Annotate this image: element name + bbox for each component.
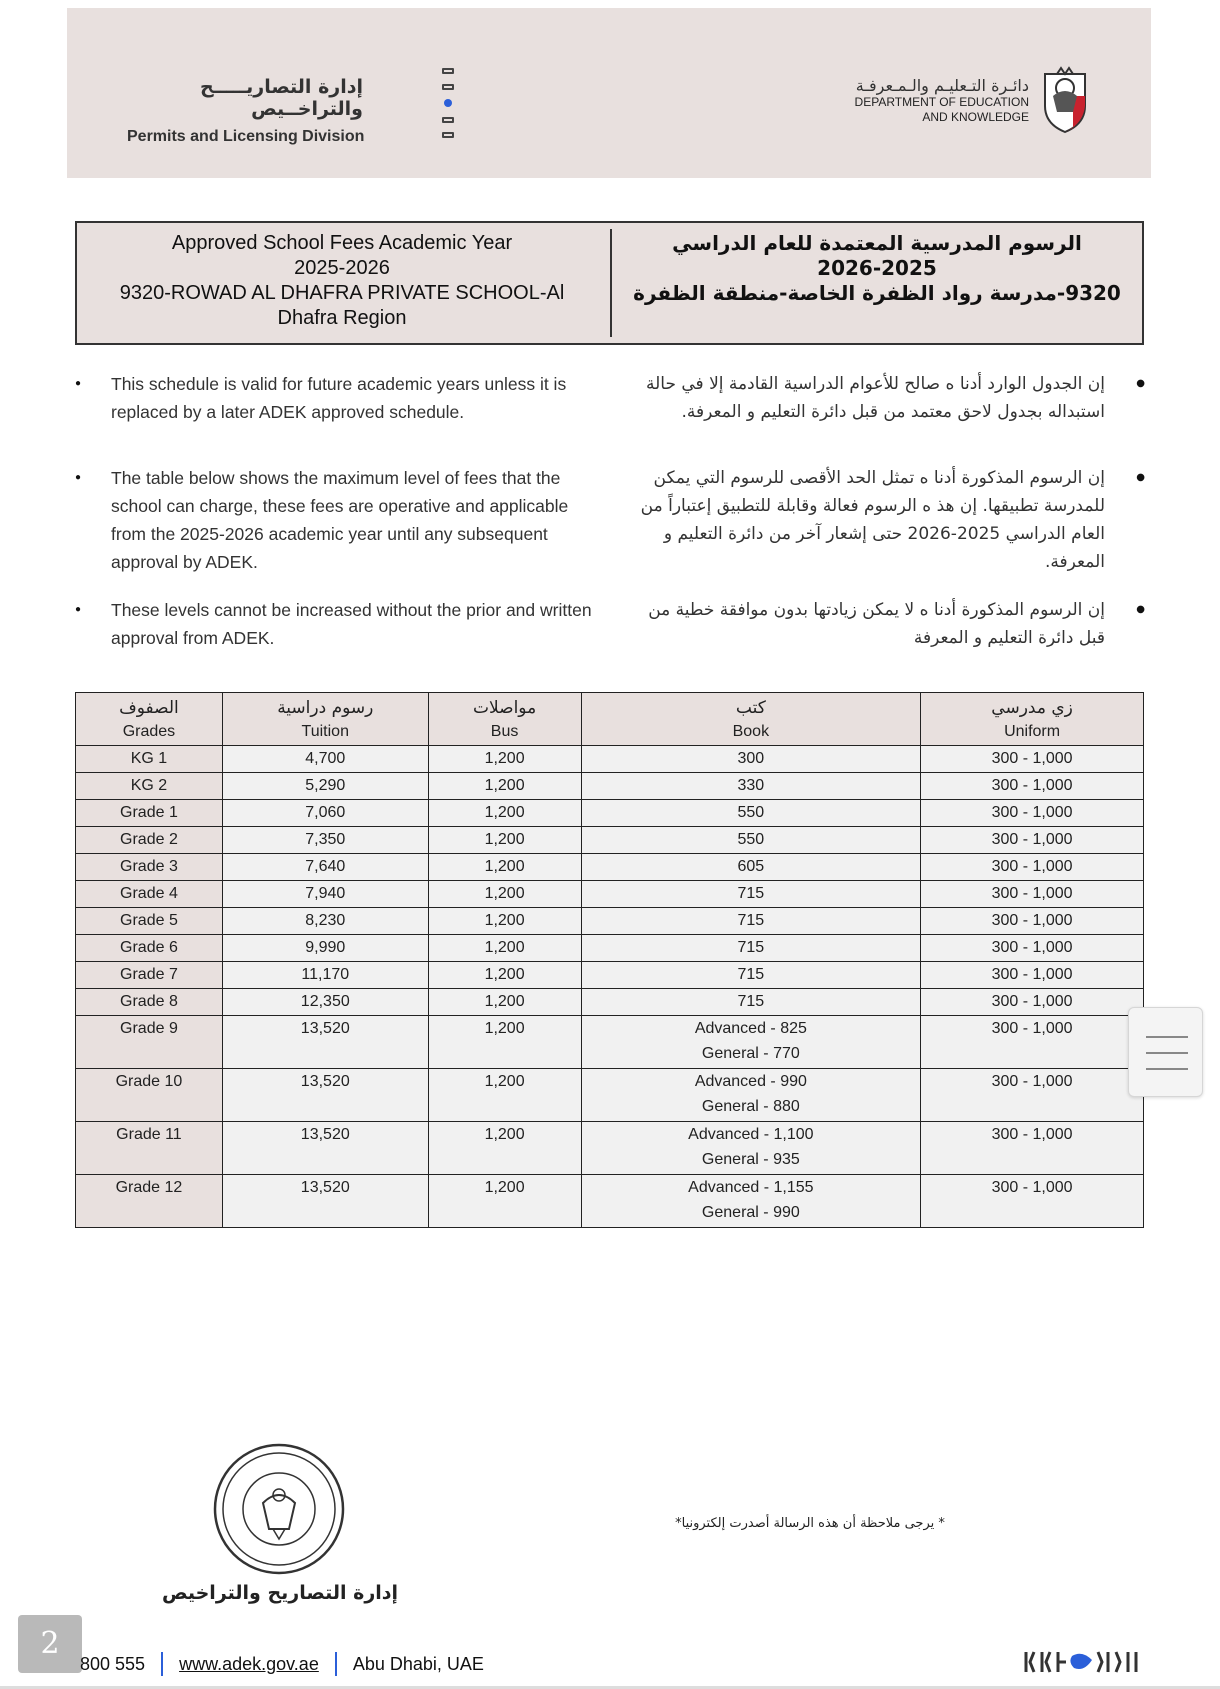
cell-book [581,1175,921,1228]
cell-bus: 1,200 [428,989,581,1016]
table-row [76,908,1144,935]
book-line: 715 [737,939,765,956]
cell-grade: Grade 3 [76,854,223,881]
header-ar: رسوم دراسية [277,698,374,718]
header-ar: الصفوف [119,698,179,718]
header-bus [428,693,581,746]
cell-book [581,827,921,854]
table-row [76,962,1144,989]
cell-uniform: 300 - 1,000 [921,827,1144,854]
cell-tuition: 8,230 [222,908,428,935]
table-row [76,1122,1144,1175]
cell-book [581,1069,921,1122]
title-ar [622,231,1132,306]
header-uniform [921,693,1144,746]
header-ar: زي مدرسي [991,698,1073,718]
cell-tuition: 9,990 [222,935,428,962]
falcon-crest-icon [1039,66,1091,134]
book-line: 330 [737,777,765,794]
book-line: 715 [737,993,765,1010]
table-row [76,1175,1144,1228]
cell-book [581,800,921,827]
bullet-list-ar [630,370,1145,656]
cell-bus: 1,200 [428,1069,581,1122]
cell-grade: Grade 1 [76,800,223,827]
cell-grade: Grade 5 [76,908,223,935]
header-en: Book [732,723,770,740]
header-ar: كتب [735,698,766,718]
cell-grade: KG 2 [76,773,223,800]
cell-bus: 1,200 [428,800,581,827]
cell-bus: 1,200 [428,881,581,908]
table-row [76,935,1144,962]
department-name-en-1: DEPARTMENT OF EDUCATION [854,94,1029,109]
book-line: 715 [737,912,765,929]
cell-uniform: 300 - 1,000 [921,1069,1144,1122]
cell-tuition: 7,640 [222,854,428,881]
cell-uniform: 300 - 1,000 [921,746,1144,773]
footer-separator [161,1652,163,1676]
cell-book [581,881,921,908]
cell-grade: Grade 2 [76,827,223,854]
table-row [76,1016,1144,1069]
cell-uniform: 300 - 1,000 [921,1122,1144,1175]
cell-tuition: 13,520 [222,1069,428,1122]
header-book [581,693,921,746]
bullet-item-ar: ● إن الجدول الوارد أدنا ه صالح للأعوام الدراسية القادمة إلا في حالة استبداله بجدول لاحق معتمد من قبل دائرة التعليم و المعرفة. [630,370,1145,464]
book-line: 550 [737,831,765,848]
table-header-row [76,693,1144,746]
cell-uniform: 300 - 1,000 [921,1016,1144,1069]
cell-uniform: 300 - 1,000 [921,989,1144,1016]
book-line: General - 990 [701,1204,800,1221]
header-en: Grades [122,723,176,740]
cell-bus: 1,200 [428,1175,581,1228]
cell-book [581,773,921,800]
cell-book [581,989,921,1016]
header-tuition [222,693,428,746]
cell-tuition: 4,700 [222,746,428,773]
header-en: Bus [490,723,519,740]
bullet-item-en: ● This schedule is valid for future academic years unless it is replaced by a later ADEK approved schedule. [75,370,595,464]
book-line: Advanced - 990 [694,1073,807,1090]
table-row [76,827,1144,854]
cell-tuition: 7,350 [222,827,428,854]
cell-tuition: 13,520 [222,1175,428,1228]
cell-uniform: 300 - 1,000 [921,935,1144,962]
title-en-line: 9320-ROWAD AL DHAFRA PRIVATE SCHOOL-Al [119,282,565,304]
cell-book [581,1122,921,1175]
vertical-mark-icon [439,68,457,138]
header-band [67,8,1151,178]
cell-grade: KG 1 [76,746,223,773]
title-en-line: 2025-2026 [294,257,390,279]
book-line: 715 [737,966,765,983]
footer-contact [80,1652,484,1676]
book-line: General - 935 [701,1151,800,1168]
department-seal-icon [213,1443,345,1575]
cell-bus: 1,200 [428,746,581,773]
cell-grade: Grade 12 [76,1175,223,1228]
cell-bus: 1,200 [428,962,581,989]
hamburger-menu-icon[interactable] [1128,1007,1203,1097]
cell-uniform: 300 - 1,000 [921,908,1144,935]
footer-separator [335,1652,337,1676]
cell-tuition: 7,060 [222,800,428,827]
header-en: Tuition [301,723,349,740]
cell-book [581,854,921,881]
cell-uniform: 300 - 1,000 [921,1175,1144,1228]
bullet-list-en [75,370,595,656]
page-number-badge: 2 [18,1615,82,1673]
book-line: 605 [737,858,765,875]
department-name-en-2: AND KNOWLEDGE [922,109,1029,124]
seal-label: إدارة التصاريح والتراخيص [161,1582,399,1604]
cell-bus: 1,200 [428,827,581,854]
footer-location: Abu Dhabi, UAE [352,1653,484,1674]
footer-website-link[interactable]: www.adek.gov.ae [179,1653,319,1674]
bullet-item-en: ● The table below shows the maximum level of fees that the school can charge, these fees are operative and applicable from the 2025-2026 academic year until any subsequent approval by ADEK. [75,464,595,596]
book-line: General - 880 [701,1098,800,1115]
cell-grade: Grade 4 [76,881,223,908]
cell-uniform: 300 - 1,000 [921,854,1144,881]
book-line: 300 [737,750,765,767]
cell-book [581,1016,921,1069]
header-ar: مواصلات [472,698,537,718]
table-row [76,773,1144,800]
electronic-issue-note: * يرجى ملاحظة أن هذه الرسالة أصدرت إلكترونيا* [675,1516,945,1531]
division-name-en: Permits and Licensing Division [127,128,365,145]
table-row [76,854,1144,881]
cell-book [581,935,921,962]
cell-grade: Grade 7 [76,962,223,989]
table-row [76,1069,1144,1122]
cell-tuition: 7,940 [222,881,428,908]
cell-grade: Grade 9 [76,1016,223,1069]
book-line: Advanced - 1,155 [688,1179,814,1196]
cell-book [581,746,921,773]
division-name-ar: إدارة التصاريـــــح والتراخــيص [199,76,363,120]
cell-tuition: 13,520 [222,1122,428,1175]
cell-uniform: 300 - 1,000 [921,800,1144,827]
cell-tuition: 12,350 [222,989,428,1016]
title-ar-line: 2026-2025 [817,256,937,280]
title-en-line: Dhafra Region [277,307,407,329]
table-row [76,800,1144,827]
cell-book [581,962,921,989]
title-en-line: Approved School Fees Academic Year [171,232,513,254]
book-line: 550 [737,804,765,821]
cell-tuition: 13,520 [222,1016,428,1069]
cell-uniform: 300 - 1,000 [921,881,1144,908]
header-en: Uniform [1004,723,1061,740]
cell-grade: Grade 11 [76,1122,223,1175]
title-en [87,231,597,331]
cell-bus: 1,200 [428,1016,581,1069]
title-ar-line: الرسوم المدرسية المعتمدة للعام الدراسي [672,231,1082,255]
title-divider [610,229,612,337]
cell-uniform: 300 - 1,000 [921,962,1144,989]
table-row [76,881,1144,908]
bullet-item-ar: ● إن الرسوم المذكورة أدنا ه لا يمكن زيادتها بدون موافقة خطية من قبل دائرة التعليم و المعرفة [630,596,1145,656]
book-line: 715 [737,885,765,902]
table-row [76,746,1144,773]
department-logo [855,66,1091,134]
book-line: Advanced - 825 [694,1020,807,1037]
cell-bus: 1,200 [428,908,581,935]
bullet-item-ar: ● إن الرسوم المذكورة أدنا ه تمثل الحد الأقصى للرسوم التي يمكن للمدرسة تطبيقها. إن هذ ه الرسوم فعالة وقابلة للتطبيق إعتباراً من العام الدراسي 2025-2026 حتى إشعار آخر من دائرة التعليم و المعرفة. [630,464,1145,596]
book-line: Advanced - 1,100 [688,1126,814,1143]
title-box [75,221,1144,345]
adek-wordmark-icon [1022,1648,1142,1676]
cell-tuition: 5,290 [222,773,428,800]
cell-grade: Grade 10 [76,1069,223,1122]
permits-division-block [127,76,364,146]
cell-bus: 1,200 [428,773,581,800]
cell-uniform: 300 - 1,000 [921,773,1144,800]
table-row [76,989,1144,1016]
book-line: General - 770 [701,1045,800,1062]
header-grades [76,693,223,746]
footer-phone: 800 555 [80,1653,146,1674]
bullet-item-en: ● These levels cannot be increased without the prior and written approval from ADEK. [75,596,595,656]
title-ar-line: 9320-مدرسة رواد الظفرة الخاصة-منطقة الظفرة [633,281,1121,305]
cell-bus: 1,200 [428,935,581,962]
cell-bus: 1,200 [428,1122,581,1175]
fees-table [75,692,1144,1228]
cell-grade: Grade 8 [76,989,223,1016]
cell-grade: Grade 6 [76,935,223,962]
cell-bus: 1,200 [428,854,581,881]
cell-tuition: 11,170 [222,962,428,989]
cell-book [581,908,921,935]
department-name-ar: دائـرة التـعليـم والـمـعرفـة [855,75,1029,95]
